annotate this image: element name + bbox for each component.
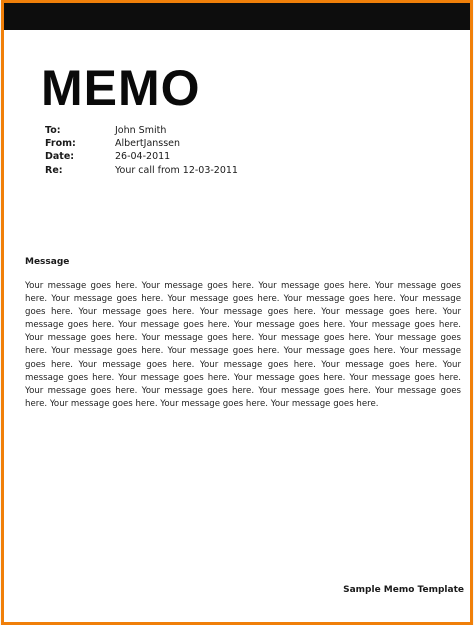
- memo-fields: [45, 124, 238, 177]
- memo-title: MEMO: [41, 60, 201, 116]
- field-label-from: From:: [45, 138, 76, 150]
- field-value-re: Your call from 12-03-2011: [115, 164, 238, 176]
- field-label-date: Date:: [45, 151, 75, 163]
- field-row-date: [45, 150, 238, 163]
- footer-label: Sample Memo Template: [343, 585, 464, 595]
- message-body: Your message goes here. Your message goes here. Your message goes here. Your message goes here. Your message goes here. Your message goes here. Your message goes here. Your message goes here. Your message goes here. Your message goes here. Your message goes here. Your message goes here. Your message goes here. Your message goes here. Your message goes here. Your message goes here. Your message goes here. Your message goes here. Your message goes here. Your message goes here. Your message goes here. Your message goes here. Your message goes here. Your message goes here. Your message goes here. Your message goes here. Your message goes here. Your message goes here. Your message goes here. Your message goes here. Your message goes here. Your message goes here. Your message goes here. Your message goes here. Your message goes here. Your message goes here. Your message goes here.: [25, 281, 461, 409]
- field-row-to: [45, 124, 238, 137]
- field-row-re: [45, 164, 238, 177]
- message-heading: Message: [25, 257, 70, 267]
- field-value-to: John Smith: [115, 125, 167, 136]
- field-value-from: AlbertJanssen: [115, 138, 181, 150]
- field-label-re: Re:: [45, 164, 63, 176]
- field-value-date: 26-04-2011: [115, 151, 171, 163]
- field-label-to: To:: [45, 125, 61, 136]
- field-row-from: [45, 137, 238, 150]
- header-bar: [4, 3, 470, 30]
